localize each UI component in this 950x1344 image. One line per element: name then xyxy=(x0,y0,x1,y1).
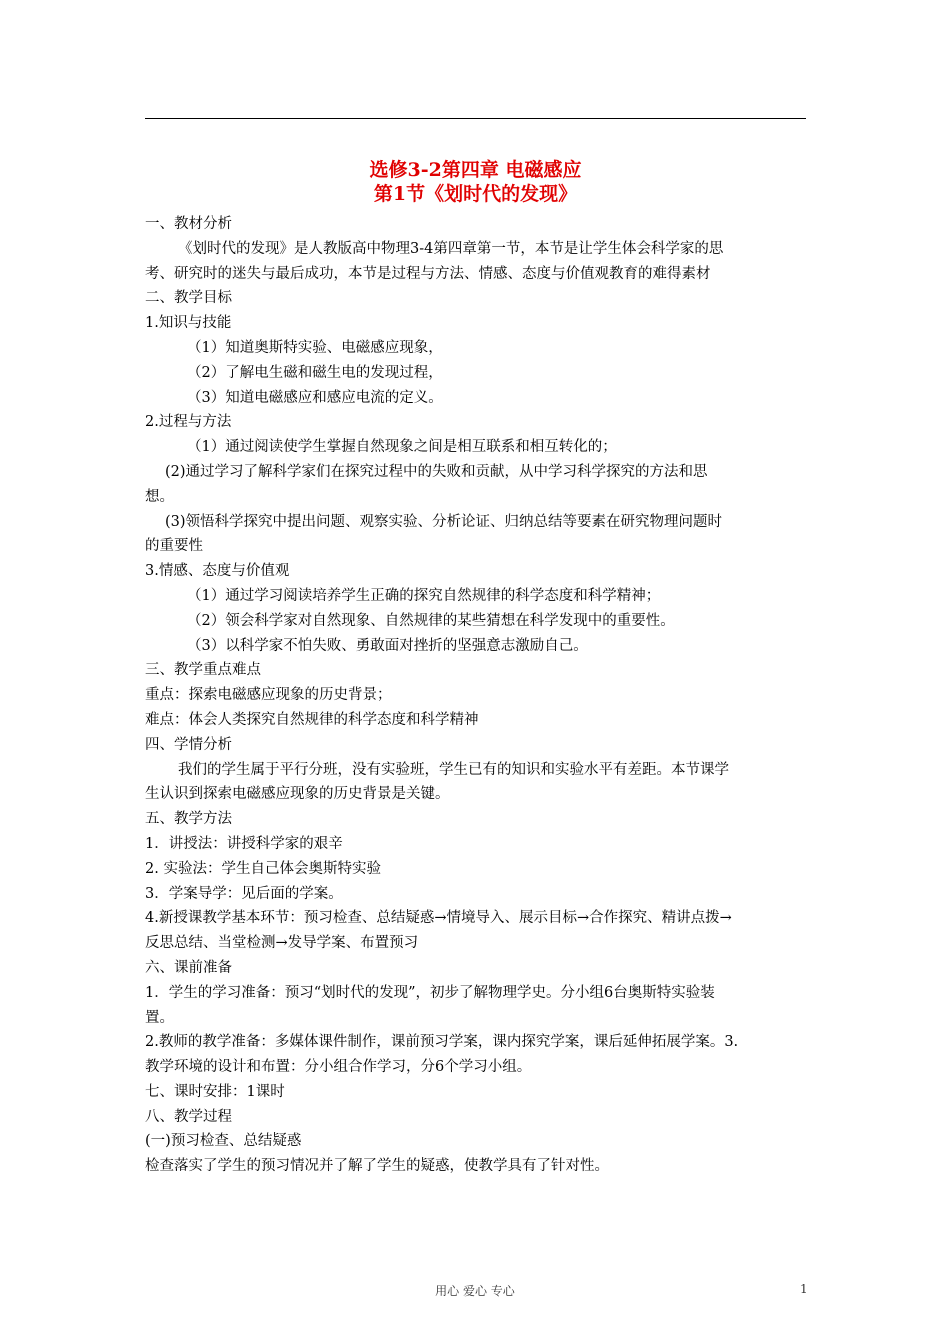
document-body xyxy=(145,158,806,1179)
paragraph-line: 《划时代的发现》是人教版高中物理3-4第四章第一节，本节是让学生体会科学家的思 xyxy=(178,240,724,257)
subsection-heading: 1.知识与技能 xyxy=(145,315,232,332)
doc-title-line2: 第1节《划时代的发现》 xyxy=(373,183,578,205)
section-heading: 七、课时安排：1课时 xyxy=(145,1083,285,1100)
list-item-continued: 想。 xyxy=(145,488,174,505)
section-heading: 四、学情分析 xyxy=(145,736,232,753)
difficulty-line: 难点：体会人类探究自然规律的科学态度和科学精神 xyxy=(145,711,479,728)
list-item: （1）知道奥斯特实验、电磁感应现象， xyxy=(187,339,443,356)
key-point-line: 重点：探索电磁感应现象的历史背景； xyxy=(145,687,392,704)
list-item-continued: 置。 xyxy=(145,1009,174,1026)
doc-text xyxy=(145,212,806,1179)
paragraph-line: 我们的学生属于平行分班，没有实验班，学生已有的知识和实验水平有差距。本节课学 xyxy=(178,761,729,778)
paragraph-line: 生认识到探索电磁感应现象的历史背景是关键。 xyxy=(145,786,450,803)
list-item: 4.新授课教学基本环节：预习检查、总结疑惑→情境导入、展示目标→合作探究、精讲点拨→ xyxy=(145,910,732,927)
paragraph-line: 检查落实了学生的预习情况并了解了学生的疑惑，使教学具有了针对性。 xyxy=(145,1158,609,1175)
header-rule xyxy=(145,118,806,119)
list-item: （2）领会科学家对自然现象、自然规律的某些猜想在科学发现中的重要性。 xyxy=(187,612,675,629)
footer-text: 用心 爱心 专心 xyxy=(435,1284,515,1298)
list-item: （1）通过阅读使学生掌握自然现象之间是相互联系和相互转化的； xyxy=(187,439,617,456)
list-item: 2.教师的教学准备：多媒体课件制作，课前预习学案，课内探究学案，课后延伸拓展学案。3. xyxy=(145,1034,739,1051)
section-heading: 五、教学方法 xyxy=(145,811,232,828)
list-item: （3）知道电磁感应和感应电流的定义。 xyxy=(187,389,443,406)
list-item: （2）了解电生磁和磁生电的发现过程， xyxy=(187,364,443,381)
list-item-continued: 的重要性 xyxy=(145,538,203,555)
list-item-continued: 反思总结、当堂检测→发导学案、布置预习 xyxy=(145,935,419,952)
section-heading: 一、教材分析 xyxy=(145,216,232,232)
list-item: （3）以科学家不怕失败、勇敢面对挫折的坚强意志激励自己。 xyxy=(187,637,588,654)
page-number: 1 xyxy=(800,1282,808,1296)
list-item: 1．讲授法：讲授科学家的艰辛 xyxy=(145,835,343,852)
subsection-heading: 3.情感、态度与价值观 xyxy=(145,563,290,580)
section-heading: 八、教学过程 xyxy=(145,1108,232,1125)
section-heading: 三、教学重点难点 xyxy=(145,662,261,679)
list-item: (2)通过学习了解科学家们在探究过程中的失败和贡献，从中学习科学探究的方法和思 xyxy=(165,463,708,480)
list-item: (3)领悟科学探究中提出问题、观察实验、分析论证、归纳总结等要素在研究物理问题时 xyxy=(165,513,723,530)
list-item: （1）通过学习阅读培养学生正确的探究自然规律的科学态度和科学精神； xyxy=(187,587,661,604)
subsection-heading: (一)预习检查、总结疑惑 xyxy=(145,1133,302,1150)
list-item: 3．学案导学：见后面的学案。 xyxy=(145,885,343,902)
list-item: 2. 实验法：学生自己体会奥斯特实验 xyxy=(145,860,381,877)
section-heading: 二、教学目标 xyxy=(145,290,232,307)
section-heading: 六、课前准备 xyxy=(145,959,232,976)
paragraph-line: 考、研究时的迷失与最后成功，本节是过程与方法、情感、态度与价值观教育的难得素材 xyxy=(145,265,711,282)
subsection-heading: 2.过程与方法 xyxy=(145,414,232,431)
doc-title-line1: 选修3-2第四章 电磁感应 xyxy=(369,159,582,181)
list-item: 1．学生的学习准备：预习“划时代的发现”，初步了解物理学史。分小组6台奥斯特实验装 xyxy=(145,984,715,1001)
list-item-continued: 教学环境的设计和布置：分小组合作学习，分6个学习小组。 xyxy=(145,1059,532,1076)
